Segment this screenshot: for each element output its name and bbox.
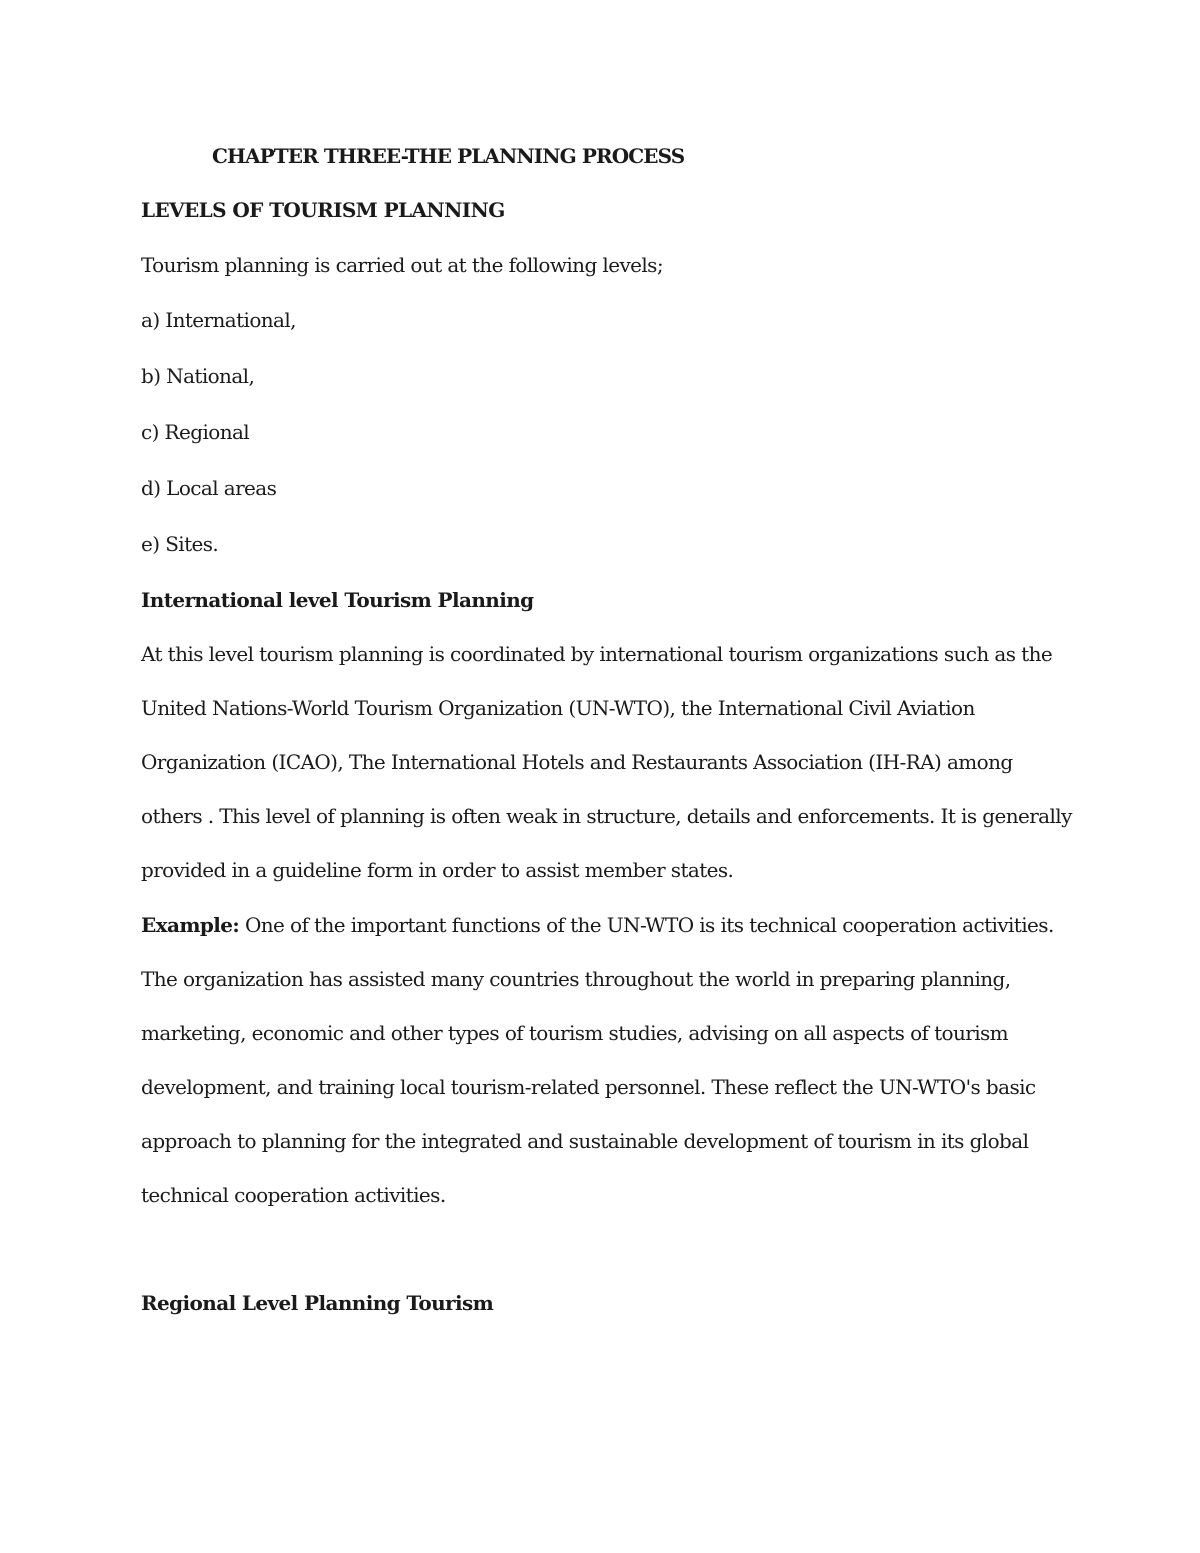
example-line: technical cooperation activities. bbox=[141, 1183, 446, 1207]
example-text: One of the important functions of the UN-WTO is its technical cooperation activities. bbox=[239, 913, 1054, 937]
chapter-title: CHAPTER THREE-THE PLANNING PROCESS bbox=[212, 144, 685, 168]
regional-heading: Regional Level Planning Tourism bbox=[141, 1291, 494, 1315]
intro-text: Tourism planning is carried out at the following levels; bbox=[141, 253, 663, 277]
example-first-line bbox=[141, 912, 1054, 938]
international-heading: International level Tourism Planning bbox=[141, 588, 534, 612]
example-line: The organization has assisted many countries throughout the world in preparing planning, bbox=[141, 967, 1011, 991]
level-item-international: a) International, bbox=[141, 308, 296, 332]
international-paragraph-line: At this level tourism planning is coordinated by international tourism organizations such as the bbox=[141, 642, 1053, 666]
international-paragraph-line: United Nations-World Tourism Organization (UN-WTO), the International Civil Aviation bbox=[141, 696, 975, 720]
section-heading: LEVELS OF TOURISM PLANNING bbox=[141, 198, 505, 222]
level-item-regional: c) Regional bbox=[141, 420, 250, 444]
example-line: marketing, economic and other types of tourism studies, advising on all aspects of tourism bbox=[141, 1021, 1009, 1045]
international-paragraph-line: others . This level of planning is often weak in structure, details and enforcements. It is generally bbox=[141, 804, 1072, 828]
example-line: development, and training local tourism-related personnel. These reflect the UN-WTO's basic bbox=[141, 1075, 1036, 1099]
level-item-sites: e) Sites. bbox=[141, 532, 219, 556]
level-item-local-areas: d) Local areas bbox=[141, 476, 277, 500]
level-item-national: b) National, bbox=[141, 364, 255, 388]
international-paragraph-line: Organization (ICAO), The International Hotels and Restaurants Association (IH-RA) among bbox=[141, 750, 1013, 774]
example-label: Example: bbox=[141, 913, 240, 937]
international-paragraph-line: provided in a guideline form in order to assist member states. bbox=[141, 858, 734, 882]
example-line: approach to planning for the integrated and sustainable development of tourism in its global bbox=[141, 1129, 1029, 1153]
